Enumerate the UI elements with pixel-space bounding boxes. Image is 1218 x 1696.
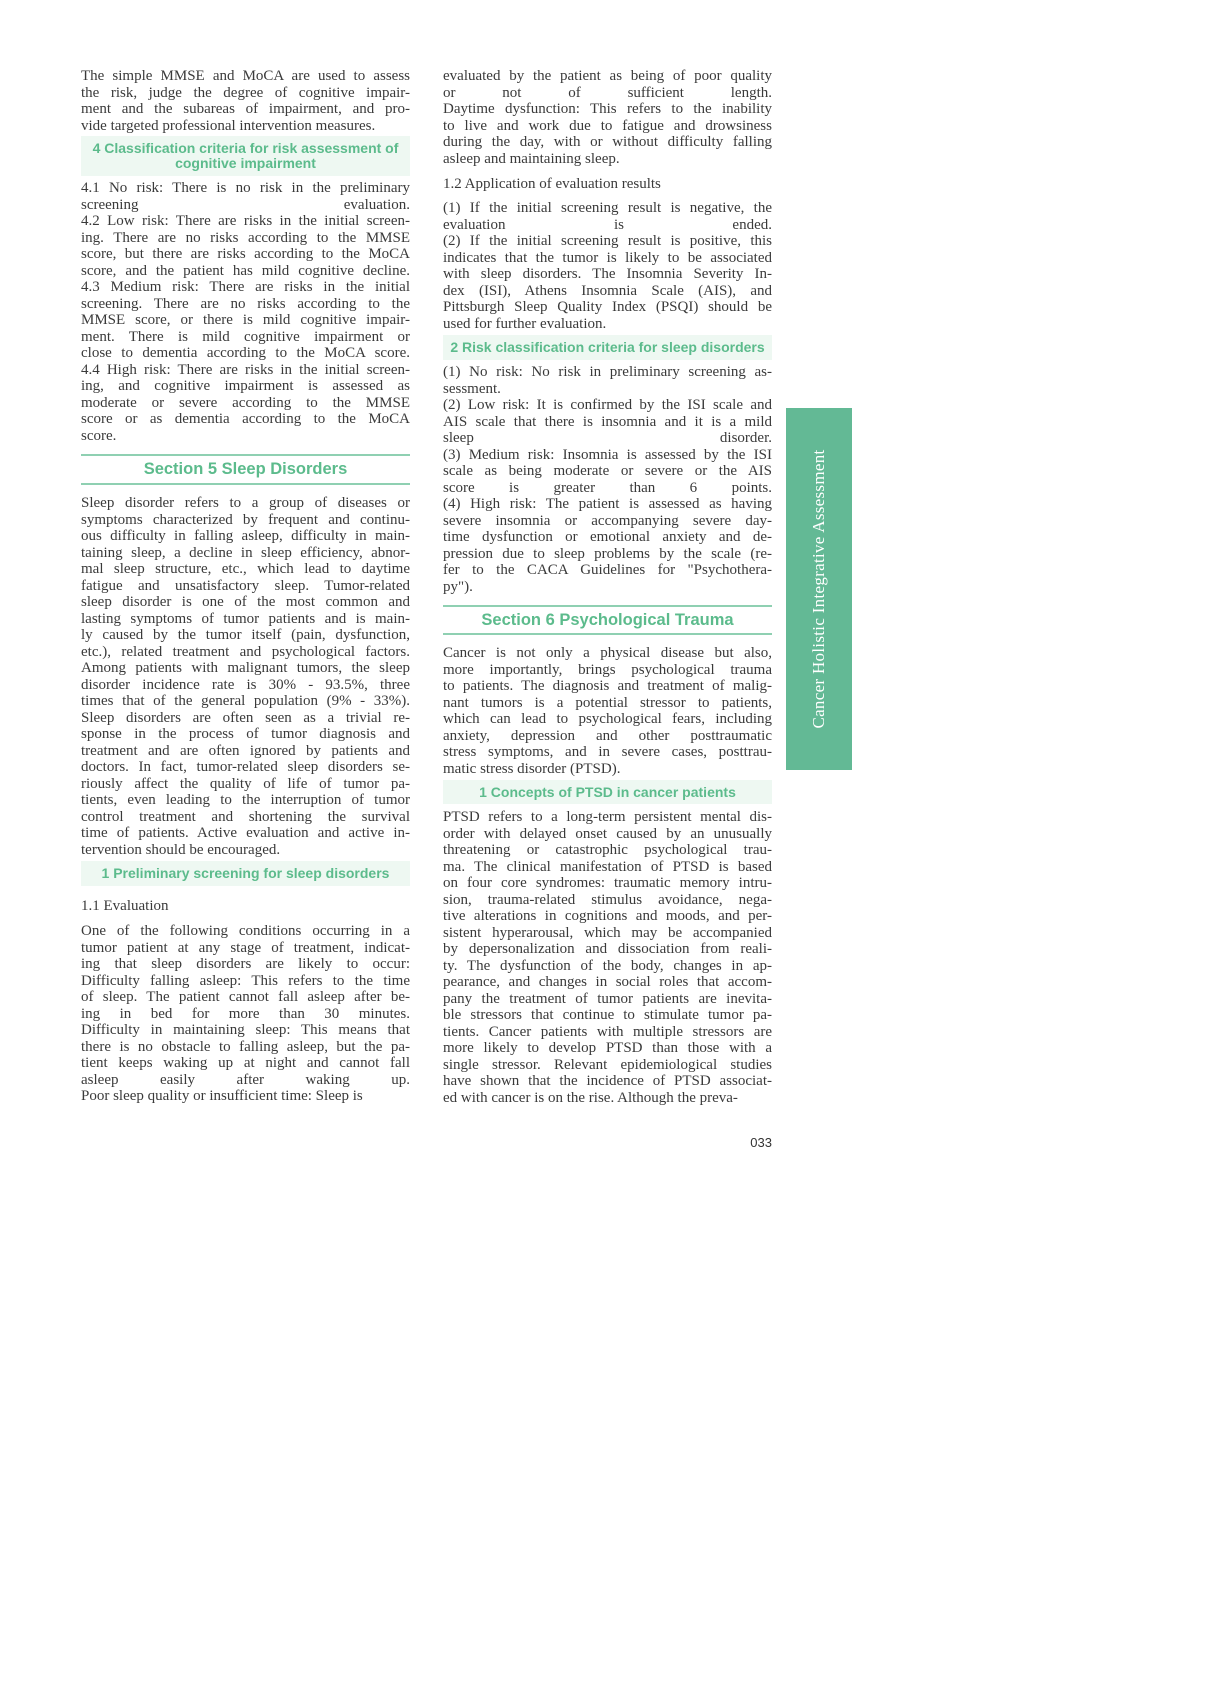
- text-line: Sleep disorder refers to a group of diseases or: [81, 495, 410, 511]
- heading-text: 1 Concepts of PTSD in cancer patients: [479, 783, 736, 800]
- text-line: ing. There are no risks according to the MMSE: [81, 229, 410, 246]
- text-line: score is greater than 6 points.: [443, 479, 772, 496]
- text-line: anxiety, depression and other posttraumatic: [443, 727, 772, 744]
- intro-paragraph: [81, 68, 410, 134]
- text-line: sion, trauma-related stimulus avoidance, nega-: [443, 891, 772, 908]
- text-line: lasting symptoms of tumor patients and is main-: [81, 610, 410, 627]
- text-line: Difficulty in maintaining sleep: This means that: [81, 1022, 410, 1038]
- text-line: Poor sleep quality or insufficient time: Sleep is: [81, 1088, 363, 1104]
- text-line: the risk, judge the degree of cognitive impair-: [81, 84, 410, 101]
- text-line: to patients. The diagnosis and treatment of malig-: [443, 678, 772, 694]
- text-line: tive alterations in cognitions and moods, and per-: [443, 908, 772, 924]
- sleep-disorder-paragraph: [81, 495, 410, 858]
- text-line: 4.1 No risk: There is no risk in the preliminary: [81, 180, 410, 196]
- text-line: ty. The dysfunction of the body, changes in ap-: [443, 957, 772, 974]
- text-line: ble stressors that continue to stimulate tumor pa-: [443, 1007, 772, 1023]
- text-line: MMSE score, or there is mild cognitive impair-: [81, 312, 410, 328]
- text-line: tumor patient at any stage of treatment, indicat-: [81, 939, 410, 956]
- text-line: Cancer is not only a physical disease but also,: [443, 645, 772, 661]
- text-line: screening evaluation.: [81, 196, 410, 213]
- subsection-heading-ptsd: [443, 780, 772, 804]
- text-line: asleep and maintaining sleep.: [443, 150, 620, 167]
- text-line: threatening or catastrophic psychological trau-: [443, 842, 772, 858]
- text-line: score, but there are risks according to the MoCA: [81, 246, 410, 262]
- text-line: there is no obstacle to falling asleep, but the pa-: [81, 1038, 410, 1055]
- text-line: single stressor. Relevant epidemiological studies: [443, 1056, 772, 1073]
- text-line: order with delayed onset caused by an unusually: [443, 825, 772, 842]
- text-line: Among patients with malignant tumors, the sleep: [81, 660, 410, 676]
- text-line: ing, and cognitive impairment is assessed as: [81, 378, 410, 394]
- sleep-quality-paragraph: [443, 68, 772, 167]
- text-line: disorder incidence rate is 30% - 93.5%, three: [81, 676, 410, 693]
- evaluation-paragraph: [81, 923, 410, 1105]
- text-line: during the day, with or without difficulty falling: [443, 134, 772, 150]
- text-line: of sleep. The patient cannot fall asleep after be-: [81, 989, 410, 1005]
- subheading-evaluation: 1.1 Evaluation: [81, 898, 169, 914]
- text-line: taining sleep, a decline in sleep efficiency, abnor-: [81, 544, 410, 561]
- text-line: treatment and are often ignored by patients and: [81, 742, 410, 759]
- text-line: (1) If the initial screening result is negative, the: [443, 200, 772, 216]
- text-line: tients. Cancer patients with multiple stressors are: [443, 1023, 772, 1040]
- text-line: PTSD refers to a long-term persistent mental dis-: [443, 809, 772, 825]
- text-line: pearance, and changes in social roles that accom-: [443, 974, 772, 990]
- text-line: fer to the CACA Guidelines for "Psychothera-: [443, 562, 772, 578]
- sidebar-title: Cancer Holistic Integrative Assessment: [809, 449, 828, 729]
- text-line: 4.3 Medium risk: There are risks in the initial: [81, 279, 410, 295]
- text-line: ment and the subareas of impairment, and pro-: [81, 101, 410, 117]
- text-line: evaluated by the patient as being of poor quality: [443, 68, 772, 84]
- text-line: sleep disorder is one of the most common and: [81, 594, 410, 610]
- heading-line: 4 Classification criteria for risk assessment of: [92, 140, 399, 156]
- text-line: pression due to sleep problems by the scale (re-: [443, 545, 772, 562]
- trauma-paragraph: [443, 645, 772, 777]
- ptsd-paragraph: [443, 809, 772, 1106]
- text-line: time of patients. Active evaluation and active in-: [81, 825, 410, 841]
- text-line: vide targeted professional intervention measures.: [81, 117, 376, 134]
- application-paragraph: [443, 200, 772, 332]
- subheading-application: 1.2 Application of evaluation results: [443, 176, 661, 192]
- text-line: Difficulty falling asleep: This refers to the time: [81, 972, 410, 989]
- text-line: (3) Medium risk: Insomnia is assessed by the ISI: [443, 446, 772, 463]
- text-line: mal sleep structure, etc., which lead to daytime: [81, 561, 410, 577]
- text-line: scale as being moderate or severe or the AIS: [443, 463, 772, 479]
- text-line: (1) No risk: No risk in preliminary screening as-: [443, 364, 772, 380]
- cognitive-risk-levels: [81, 180, 410, 444]
- text-line: evaluation is ended.: [443, 216, 772, 233]
- section-heading-sleep-disorders: [81, 454, 410, 485]
- text-line: ed with cancer is on the rise. Although the preva-: [443, 1089, 738, 1106]
- heading-text: 2 Risk classification criteria for sleep disorders: [450, 339, 765, 355]
- text-line: ma. The clinical manifestation of PTSD is based: [443, 858, 772, 875]
- section-title: Section 6 Psychological Trauma: [481, 610, 734, 629]
- text-line: ment. There is mild cognitive impairment or: [81, 328, 410, 345]
- text-line: sleep disorder.: [443, 430, 772, 446]
- text-line: (2) If the initial screening result is positive, this: [443, 233, 772, 249]
- subsection-heading-preliminary-screening: [81, 861, 410, 886]
- text-line: time dysfunction or emotional anxiety and de-: [443, 529, 772, 545]
- subsection-heading-sleep-risk: [443, 335, 772, 360]
- text-line: Pittsburgh Sleep Quality Index (PSQI) should be: [443, 299, 772, 315]
- text-line: One of the following conditions occurring in a: [81, 923, 410, 939]
- text-line: which can lead to psychological fears, including: [443, 711, 772, 727]
- text-line: tient keeps waking up at night and cannot fall: [81, 1055, 410, 1071]
- text-line: control treatment and shortening the survival: [81, 808, 410, 825]
- section-heading-psychological-trauma: [443, 605, 772, 635]
- text-line: 4.4 High risk: There are risks in the initial screen-: [81, 361, 410, 378]
- page-number: 033: [750, 1135, 772, 1150]
- text-line: more importantly, brings psychological trauma: [443, 661, 772, 678]
- text-line: nant tumors is a potential stressor to patients,: [443, 694, 772, 711]
- text-line: ous difficulty in falling asleep, difficulty in main-: [81, 528, 410, 544]
- text-line: sponse in the process of tumor diagnosis and: [81, 726, 410, 742]
- text-line: with sleep disorders. The Insomnia Severity In-: [443, 266, 772, 282]
- text-line: screening. There are no risks according to the: [81, 295, 410, 312]
- text-line: sistent hyperarousal, which may be accompanied: [443, 924, 772, 941]
- text-line: tervention should be encouraged.: [81, 841, 281, 858]
- text-line: or not of sufficient length.: [443, 84, 772, 101]
- text-line: ing that sleep disorders are likely to occur:: [81, 956, 410, 972]
- subsection-heading-cognitive-risk: [81, 136, 410, 176]
- text-line: severe insomnia or accompanying severe day-: [443, 512, 772, 529]
- text-line: more likely to develop PTSD than those with a: [443, 1040, 772, 1056]
- text-line: Sleep disorders are often seen as a trivial re-: [81, 709, 410, 726]
- text-line: tients, even leading to the interruption of tumor: [81, 792, 410, 808]
- text-line: ing in bed for more than 30 minutes.: [81, 1005, 410, 1022]
- text-line: riously affect the quality of life of tumor pa-: [81, 775, 410, 792]
- text-line: by depersonalization and dissociation from reali-: [443, 941, 772, 957]
- text-line: fatigue and unsatisfactory sleep. Tumor-related: [81, 577, 410, 594]
- heading-text: 1 Preliminary screening for sleep disorders: [101, 865, 390, 881]
- text-line: score, and the patient has mild cognitive decline.: [81, 262, 410, 279]
- text-line: The simple MMSE and MoCA are used to assess: [81, 68, 410, 84]
- text-line: ly caused by the tumor itself (pain, dysfunction,: [81, 627, 410, 643]
- text-line: py").: [443, 578, 473, 595]
- sleep-risk-levels: [443, 364, 772, 595]
- text-line: dex (ISI), Athens Insomnia Scale (AIS), and: [443, 282, 772, 299]
- text-line: matic stress disorder (PTSD).: [443, 760, 621, 777]
- text-line: score.: [81, 427, 117, 444]
- text-line: sessment.: [443, 380, 501, 397]
- text-line: (4) High risk: The patient is assessed as having: [443, 496, 772, 512]
- text-line: to live and work due to fatigue and drowsiness: [443, 117, 772, 134]
- text-line: asleep easily after waking up.: [81, 1071, 410, 1088]
- text-line: moderate or severe according to the MMSE: [81, 394, 410, 411]
- text-line: etc.), related treatment and psychological factors.: [81, 643, 410, 660]
- text-line: indicates that the tumor is likely to be associated: [443, 249, 772, 266]
- text-line: have shown that the incidence of PTSD associat-: [443, 1073, 772, 1089]
- text-line: pany the treatment of tumor patients are inevita-: [443, 990, 772, 1007]
- text-line: Daytime dysfunction: This refers to the inability: [443, 101, 772, 117]
- text-line: AIS scale that there is insomnia and it is a mild: [443, 413, 772, 430]
- text-line: close to dementia according to the MoCA score.: [81, 345, 410, 361]
- section-title: Section 5 Sleep Disorders: [143, 460, 348, 478]
- text-line: score or as dementia according to the MoCA: [81, 411, 410, 427]
- text-line: 4.2 Low risk: There are risks in the initial screen-: [81, 213, 410, 229]
- heading-line: cognitive impairment: [175, 155, 316, 171]
- text-line: symptoms characterized by frequent and continu-: [81, 511, 410, 528]
- text-line: doctors. In fact, tumor-related sleep disorders se-: [81, 759, 410, 775]
- text-line: stress symptoms, and in severe cases, posttrau-: [443, 744, 772, 760]
- text-line: used for further evaluation.: [443, 315, 607, 332]
- sidebar-tab: [786, 408, 852, 770]
- text-line: (2) Low risk: It is confirmed by the ISI scale and: [443, 397, 772, 413]
- text-line: on four core syndromes: traumatic memory intru-: [443, 875, 772, 891]
- text-line: times that of the general population (9% - 33%).: [81, 693, 410, 709]
